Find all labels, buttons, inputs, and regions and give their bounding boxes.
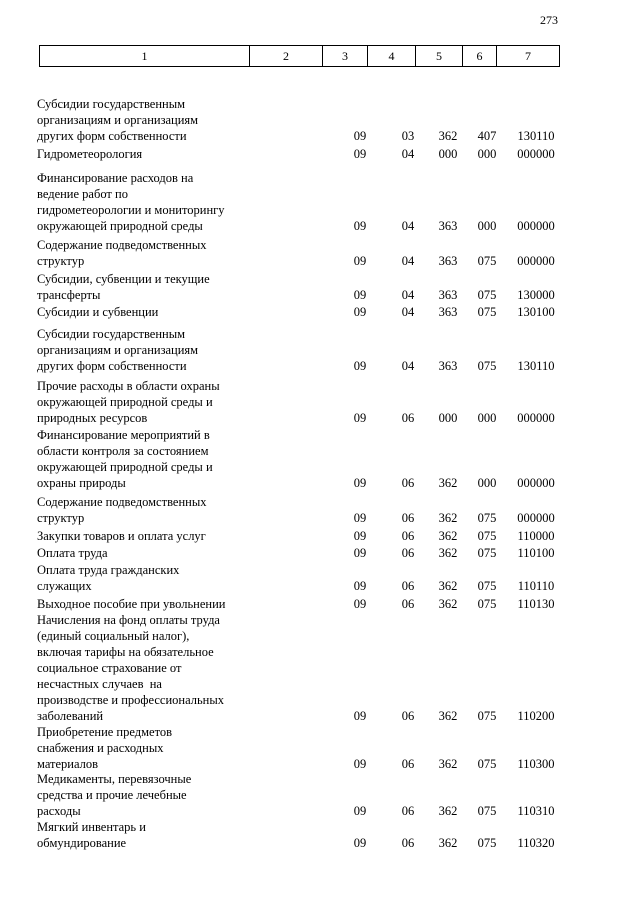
row-code-c6: 075 [477, 709, 497, 723]
row-code-c6: 075 [477, 579, 497, 593]
description-line: других форм собственности [37, 129, 187, 143]
description-line: структур [37, 511, 85, 525]
description-line: организациям и организациям [37, 343, 199, 357]
column-header-7: 7 [497, 46, 560, 67]
description-line: снабжения и расходных [37, 741, 164, 755]
row-code-c6: 075 [477, 511, 497, 525]
row-code-c4: 04 [401, 305, 415, 319]
row-code-c4: 06 [401, 597, 415, 611]
row-code-c7: 110310 [517, 804, 555, 818]
row-code-c5: 363 [438, 305, 458, 319]
row-description [37, 596, 257, 612]
description-line: гидрометеорологии и мониторингу [37, 203, 225, 217]
row-code-c7: 130100 [517, 305, 555, 319]
description-line: Выходное пособие при увольнении [37, 597, 226, 611]
column-header-row [40, 46, 560, 67]
row-code-c6: 075 [477, 254, 497, 268]
row-code-c5: 000 [438, 147, 458, 161]
row-description [37, 494, 257, 526]
description-line: Финансирование мероприятий в [37, 428, 210, 442]
description-line: Медикаменты, перевязочные [37, 772, 192, 786]
row-code-c7: 000000 [517, 511, 555, 525]
row-code-c4: 04 [401, 288, 415, 302]
row-code-c6: 075 [477, 305, 497, 319]
row-code-c3: 09 [353, 476, 367, 490]
column-header-6: 6 [463, 46, 497, 67]
row-code-c4: 04 [401, 359, 415, 373]
row-description [37, 819, 257, 851]
description-line: Субсидии государственным [37, 327, 186, 341]
row-code-c5: 362 [438, 757, 458, 771]
row-description [37, 96, 257, 144]
row-code-c4: 03 [401, 129, 415, 143]
row-code-c3: 09 [353, 804, 367, 818]
description-line: окружающей природной среды и [37, 460, 213, 474]
row-code-c3: 09 [353, 709, 367, 723]
row-code-c3: 09 [353, 546, 367, 560]
row-code-c5: 362 [438, 836, 458, 850]
row-code-c5: 363 [438, 288, 458, 302]
row-code-c5: 362 [438, 804, 458, 818]
row-code-c7: 130000 [517, 288, 555, 302]
row-code-c5: 362 [438, 579, 458, 593]
row-description [37, 271, 257, 303]
row-code-c4: 06 [401, 757, 415, 771]
row-code-c4: 06 [401, 511, 415, 525]
description-line: трансферты [37, 288, 101, 302]
row-code-c6: 075 [477, 529, 497, 543]
description-line: средства и прочие лечебные [37, 788, 187, 802]
row-code-c7: 110000 [517, 529, 555, 543]
description-line: Гидрометеорология [37, 147, 143, 161]
row-code-c6: 075 [477, 757, 497, 771]
row-code-c3: 09 [353, 288, 367, 302]
row-code-c6: 075 [477, 597, 497, 611]
row-code-c5: 363 [438, 219, 458, 233]
page-number: 273 [540, 13, 558, 27]
description-line: охраны природы [37, 476, 126, 490]
column-header-4: 4 [368, 46, 416, 67]
row-code-c6: 075 [477, 804, 497, 818]
row-code-c7: 000000 [517, 147, 555, 161]
description-line: Мягкий инвентарь и [37, 820, 146, 834]
description-line: структур [37, 254, 85, 268]
row-code-c3: 09 [353, 411, 367, 425]
row-code-c5: 362 [438, 476, 458, 490]
row-code-c3: 09 [353, 579, 367, 593]
description-line: Приобретение предметов [37, 725, 173, 739]
description-line: окружающей природной среды [37, 219, 203, 233]
description-line: производстве и профессиональных [37, 693, 225, 707]
description-line: Субсидии, субвенции и текущие [37, 272, 210, 286]
row-code-c6: 075 [477, 288, 497, 302]
row-description [37, 427, 257, 491]
column-header-3: 3 [323, 46, 368, 67]
row-code-c6: 075 [477, 546, 497, 560]
row-code-c5: 000 [438, 411, 458, 425]
description-line: заболеваний [37, 709, 104, 723]
row-code-c7: 130110 [517, 129, 555, 143]
row-description [37, 378, 257, 426]
row-description [37, 612, 257, 724]
row-code-c3: 09 [353, 529, 367, 543]
row-code-c3: 09 [353, 305, 367, 319]
description-line: (единый социальный налог), [37, 629, 190, 643]
row-description [37, 528, 257, 544]
description-line: Финансирование расходов на [37, 171, 194, 185]
row-code-c3: 09 [353, 254, 367, 268]
column-header-5: 5 [416, 46, 463, 67]
row-description [37, 304, 257, 320]
row-code-c6: 407 [477, 129, 497, 143]
row-code-c6: 000 [477, 476, 497, 490]
row-code-c5: 362 [438, 511, 458, 525]
row-code-c3: 09 [353, 219, 367, 233]
description-line: социальное страхование от [37, 661, 182, 675]
row-code-c7: 130110 [517, 359, 555, 373]
row-code-c3: 09 [353, 147, 367, 161]
row-code-c7: 000000 [517, 476, 555, 490]
row-code-c5: 363 [438, 359, 458, 373]
row-code-c4: 06 [401, 476, 415, 490]
row-description [37, 146, 257, 162]
row-code-c4: 06 [401, 529, 415, 543]
row-code-c6: 000 [477, 219, 497, 233]
row-description [37, 545, 257, 561]
row-code-c5: 362 [438, 597, 458, 611]
row-code-c7: 110320 [517, 836, 555, 850]
row-code-c6: 000 [477, 411, 497, 425]
row-code-c7: 000000 [517, 411, 555, 425]
row-description [37, 170, 257, 234]
row-code-c7: 110300 [517, 757, 555, 771]
row-code-c3: 09 [353, 511, 367, 525]
row-code-c4: 06 [401, 579, 415, 593]
row-code-c4: 04 [401, 254, 415, 268]
description-line: области контроля за состоянием [37, 444, 209, 458]
row-description [37, 771, 257, 819]
row-code-c4: 06 [401, 709, 415, 723]
description-line: расходы [37, 804, 81, 818]
description-line: Субсидии государственным [37, 97, 186, 111]
description-line: Содержание подведомственных [37, 495, 207, 509]
row-code-c6: 075 [477, 359, 497, 373]
description-line: Оплата труда [37, 546, 108, 560]
row-code-c7: 110200 [517, 709, 555, 723]
description-line: служащих [37, 579, 92, 593]
row-code-c3: 09 [353, 757, 367, 771]
row-description [37, 562, 257, 594]
row-code-c3: 09 [353, 836, 367, 850]
row-code-c5: 362 [438, 546, 458, 560]
row-code-c5: 362 [438, 529, 458, 543]
row-code-c4: 06 [401, 411, 415, 425]
row-description [37, 326, 257, 374]
row-code-c4: 04 [401, 219, 415, 233]
row-code-c5: 362 [438, 709, 458, 723]
row-code-c7: 110130 [517, 597, 555, 611]
description-line: включая тарифы на обязательное [37, 645, 214, 659]
row-code-c3: 09 [353, 359, 367, 373]
row-code-c7: 110100 [517, 546, 555, 560]
column-header-1: 1 [40, 46, 250, 67]
row-code-c5: 363 [438, 254, 458, 268]
row-code-c3: 09 [353, 597, 367, 611]
row-code-c4: 06 [401, 836, 415, 850]
description-line: материалов [37, 757, 99, 771]
row-code-c4: 06 [401, 804, 415, 818]
description-line: Закупки товаров и оплата услуг [37, 529, 206, 543]
row-code-c4: 06 [401, 546, 415, 560]
row-code-c3: 09 [353, 129, 367, 143]
description-line: Оплата труда гражданских [37, 563, 180, 577]
description-line: Прочие расходы в области охраны [37, 379, 220, 393]
description-line: Субсидии и субвенции [37, 305, 159, 319]
description-line: Содержание подведомственных [37, 238, 207, 252]
row-code-c4: 04 [401, 147, 415, 161]
description-line: ведение работ по [37, 187, 128, 201]
description-line: других форм собственности [37, 359, 187, 373]
description-line: Начисления на фонд оплаты труда [37, 613, 220, 627]
row-description [37, 724, 257, 772]
row-code-c6: 000 [477, 147, 497, 161]
description-line: обмундирование [37, 836, 127, 850]
row-code-c6: 075 [477, 836, 497, 850]
description-line: несчастных случаев на [37, 677, 162, 691]
column-header-2: 2 [250, 46, 323, 67]
description-line: природных ресурсов [37, 411, 148, 425]
description-line: организациям и организациям [37, 113, 199, 127]
row-code-c5: 362 [438, 129, 458, 143]
column-header-table [39, 45, 560, 67]
row-code-c7: 000000 [517, 254, 555, 268]
description-line: окружающей природной среды и [37, 395, 213, 409]
row-description [37, 237, 257, 269]
row-code-c7: 110110 [517, 579, 555, 593]
row-code-c7: 000000 [517, 219, 555, 233]
